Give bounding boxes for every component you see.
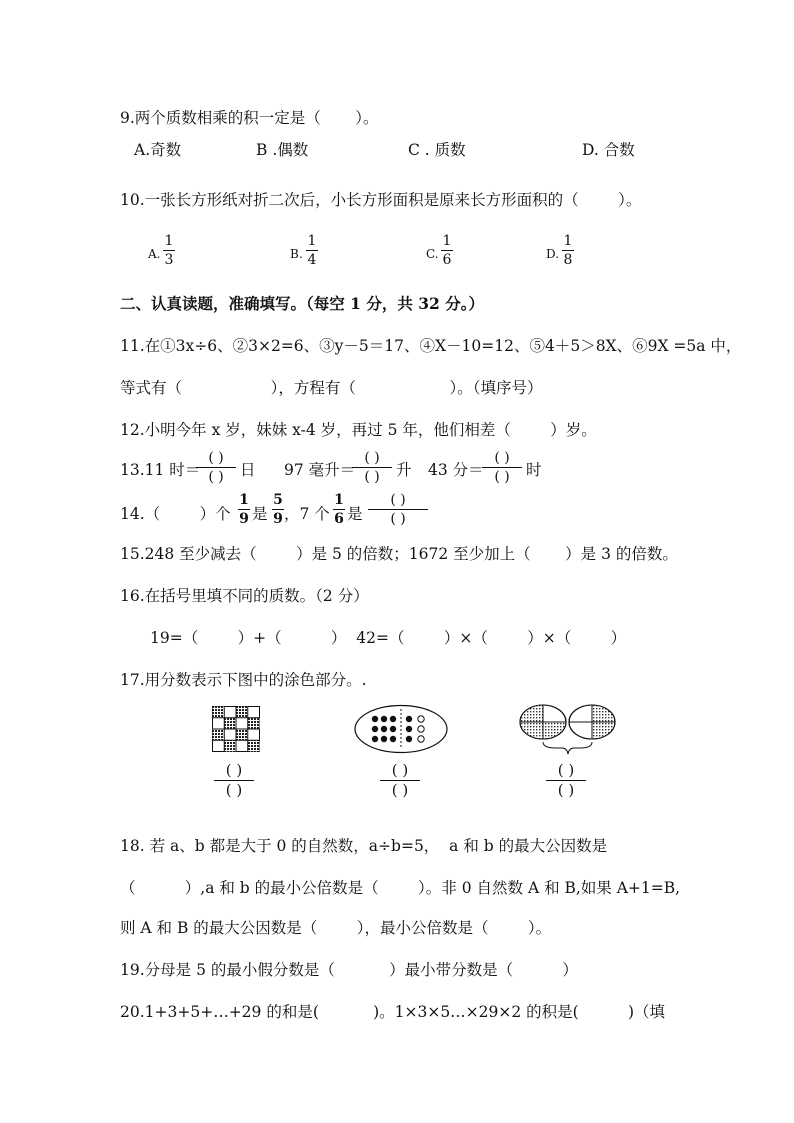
- fraction-denominator: 4: [307, 252, 317, 268]
- option-fraction: [562, 233, 574, 268]
- q14-fraction-3: [333, 492, 345, 527]
- fraction-numerator: 1: [334, 492, 344, 508]
- q18-line1: 18. 若 a、b 都是大于 0 的自然数，a÷b=5， a 和 b 的最大公因数是: [120, 837, 608, 855]
- q11-line1: 11.在①3x÷6、②3×2=6、③y－5＝17、④X－10=12、⑤4＋5＞8X、⑥9X =5a 中，: [120, 337, 742, 355]
- fraction-numerator: 1: [563, 233, 573, 249]
- fraction-denominator: 9: [273, 511, 283, 527]
- q14-part-1: 14.（ ）个: [120, 505, 231, 523]
- q9-option-c: C . 质数: [408, 141, 466, 159]
- q13-blank-fraction-2: [352, 450, 392, 485]
- fraction-denominator: ( ): [494, 469, 510, 485]
- fraction-numerator: 1: [164, 233, 174, 249]
- oval-dots-figure: [354, 704, 448, 754]
- q19-text: 19.分母是 5 的最小假分数是（ ）最小带分数是（ ）: [120, 961, 578, 979]
- q13-prefix-3: 43 分＝: [428, 461, 484, 479]
- fraction-denominator: 3: [164, 252, 174, 268]
- q11-line2: 等式有（ ），方程有（ ）。（填序号）: [120, 379, 543, 397]
- fraction-denominator: ( ): [208, 469, 224, 485]
- q16-stem: 16.在括号里填不同的质数。（2 分）: [120, 587, 369, 605]
- q13-prefix-2: 97 毫升＝: [284, 461, 356, 479]
- fraction-denominator: ( ): [225, 781, 243, 799]
- q12-text: 12.小明今年 x 岁，妹妹 x-4 岁，再过 5 年，他们相差（ ）岁。: [120, 421, 597, 439]
- fraction-denominator: ( ): [557, 781, 575, 799]
- option-fraction: [306, 233, 318, 268]
- fraction-numerator: ( ): [364, 450, 380, 466]
- q18-line2: （ ）,a 和 b 的最小公倍数是（ ）。非 0 自然数 A 和 B,如果 A+1=B,: [120, 879, 681, 897]
- quartered-circles-figure: [518, 702, 618, 758]
- q16-equations: 19=（ ）+（ ） 42=（ ）×（ ）×（ ）: [150, 629, 627, 647]
- option-label: B.: [290, 247, 303, 261]
- section-heading: 二、认真读题，准确填写。（每空 1 分，共 32 分。）: [120, 294, 484, 313]
- q14-part-2: 是: [252, 505, 268, 523]
- fraction-denominator: 9: [239, 511, 249, 527]
- q17-answer-fraction-1: [214, 762, 254, 799]
- fraction-denominator: 6: [334, 511, 344, 527]
- q13-blank-fraction-3: [482, 450, 522, 485]
- fraction-numerator: ( ): [208, 450, 224, 466]
- fraction-denominator: ( ): [364, 469, 380, 485]
- q18-line3: 则 A 和 B 的最大公因数是（ ），最小公倍数是（ ）。: [120, 919, 552, 937]
- fraction-denominator: ( ): [390, 511, 406, 527]
- fraction-denominator: 6: [442, 252, 452, 268]
- checkered-square-figure: [212, 706, 260, 752]
- q14-fraction-2: [272, 492, 284, 527]
- fraction-numerator: ( ): [225, 761, 243, 779]
- q9-option-d: D. 合数: [582, 141, 635, 159]
- option-label: C.: [426, 247, 439, 261]
- q15-text: 15.248 至少减去（ ）是 5 的倍数；1672 至少加上（ ）是 3 的倍数。: [120, 545, 678, 563]
- q13-unit-2: 升: [396, 461, 412, 479]
- q17-stem: 17.用分数表示下图中的涂色部分。.: [120, 671, 367, 689]
- fraction-denominator: 8: [563, 252, 573, 268]
- option-fraction: [163, 233, 175, 268]
- fraction-numerator: ( ): [494, 450, 510, 466]
- fraction-numerator: 1: [442, 233, 452, 249]
- option-label: D.: [546, 247, 560, 261]
- fraction-numerator: 1: [307, 233, 317, 249]
- fraction-numerator: ( ): [557, 761, 575, 779]
- q13-prefix-1: 13.11 时＝: [120, 461, 201, 479]
- q14-part-4: 是: [347, 505, 363, 523]
- q17-answer-fraction-3: [546, 762, 586, 799]
- q17-answer-fraction-2: [380, 762, 420, 799]
- option-label: A.: [148, 247, 161, 261]
- fraction-numerator: 1: [239, 492, 249, 508]
- q9-option-a: A.奇数: [134, 141, 182, 159]
- q14-fraction-1: [238, 492, 250, 527]
- q10-stem: 10.一张长方形纸对折二次后，小长方形面积是原来长方形面积的（ ）。: [120, 191, 642, 209]
- option-fraction: [441, 233, 453, 268]
- fraction-denominator: ( ): [391, 781, 409, 799]
- fraction-numerator: 5: [273, 492, 283, 508]
- q9-option-b: B .偶数: [256, 141, 309, 159]
- fraction-numerator: ( ): [391, 761, 409, 779]
- q20-text: 20.1+3+5+…+29 的和是( )。1×3×5…×29×2 的积是( )（填: [120, 1003, 666, 1021]
- q9-stem: 9.两个质数相乘的积一定是（ ）。: [120, 109, 379, 127]
- q13-unit-1: 日: [240, 461, 256, 479]
- q14-part-3: ，7 个: [284, 505, 330, 523]
- fraction-numerator: ( ): [390, 492, 406, 508]
- q14-blank-fraction: [368, 492, 428, 527]
- q13-unit-3: 时: [526, 461, 542, 479]
- q13-blank-fraction-1: [196, 450, 236, 485]
